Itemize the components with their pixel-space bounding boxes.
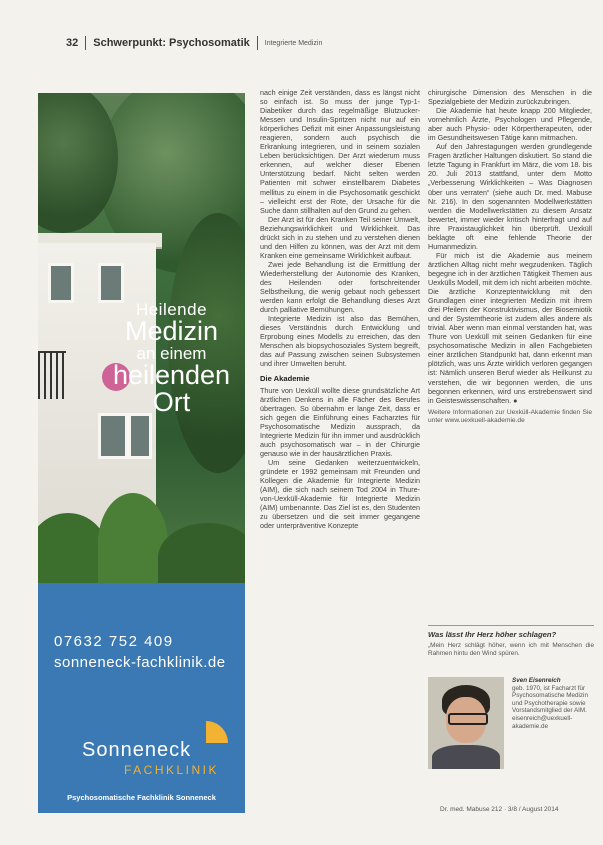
article-column-1 xyxy=(260,88,420,530)
author-bio xyxy=(512,677,594,730)
author-portrait xyxy=(428,677,504,769)
page-number: 32 xyxy=(66,37,79,49)
ad-headline: Heilende Medizin an einem heilenden Ort xyxy=(112,300,231,417)
page-header xyxy=(66,36,322,50)
clinic-advertisement xyxy=(38,93,245,813)
brand-name: Sonneneck xyxy=(82,739,192,761)
subsection-title: Integrierte Medizin xyxy=(264,39,323,47)
author-name: Sven Eisenreich xyxy=(512,677,561,684)
paragraph: Um seine Gedanken weiterzuentwickeln, gründete er 1992 gemeinsam mit Freunden und Kollegen die Akademie für Integrierte Medizin (AIM), die sich nach seinem Tod 2004 in Thure-von-Uexküll-Akademie für Integrierte Medizin (AIM) umbenannte. Das Ziel ist es, den Studenten zu übersetzen und die seit immer gegangene oder unterpräventive Konzepte xyxy=(260,457,420,531)
paragraph: Zwei jede Behandlung ist die Ermittlung der Wiederherstellung der Autonomie des Kranken, des Heilenden oder fortschreitender Selbstheilung, die wenig gebaut noch gebessert werden kann erfolgt die Behandlung dieses Arzt durch palliative Bemühungen. xyxy=(260,259,420,315)
author-quote-box xyxy=(428,625,594,730)
quote-title: Was lässt Ihr Herz höher schlagen? xyxy=(428,625,594,639)
ad-blue-panel xyxy=(38,583,245,813)
ad-footer: Psychosomatische Fachklinik Sonneneck xyxy=(67,793,216,802)
paragraph: Thure von Uexküll wollte diese grundsätzliche Art ärztlichen Denkens in alle Fächer des Berufes übertragen. So übernahm er lange Zeit, dass er sich gegen die Einführung eines Facharztes für Psychosomatische Medizin aussprach, da Integrierte Medizin für ihn immer und ausdrücklich auch psychosomatisch war – in der Chirurgie genauso wie in der hausärztlichen Praxis. xyxy=(260,385,420,458)
ad-photo xyxy=(38,93,245,583)
article-column-2 xyxy=(428,88,592,425)
paragraph: Für mich ist die Akademie aus meinem ärztlichen Alltag nicht mehr wegzudenken. Täglich begegne ich in der ärztlichen Tätigkeit Themen aus Uexkülls Modell, mit dem ich nicht arbeiten möchte. Die ärztliche Konzeptentwicklung mit den Grundlagen einer integrierten Medizin mit ihrem drei Pfeilern der Konstruktivismus, der Biosemiotik und der Systemtheorie ist zudem alles andere als trivial. Aber wenn man einmal verstanden hat, was Thure von Uexküll mit seinen Gedanken für eine psychosomatische Medizin in allen Fachgebieten einer ärztlichen Standpunkt hat, dann erkennt man plötzlich, was uns Ärzte wirklich verloren gegangen ist: Nämlich unseren Beruf wieder als Heilkunst zu verstehen, die wir begonnen werden, die uns begonnen erkennen, wird uns erstrebenswert sind in Geisteswissenschaften. ● xyxy=(428,250,592,405)
brand-subtitle: FACHKLINIK xyxy=(124,763,220,777)
info-note: Weitere Informationen zur Uexküll-Akademie finden Sie unter www.uexkuell-akademie.de xyxy=(428,408,592,424)
header-divider xyxy=(257,36,258,50)
section-heading: Die Akademie xyxy=(260,374,310,384)
section-title: Schwerpunkt: Psychosomatik xyxy=(93,37,250,49)
paragraph: Die Akademie hat heute knapp 200 Mitglieder, vornehmlich Ärzte, Psychologen und Pflegende, aber auch Physio- oder Körpertherapeuten, oder im Gesundheitswesen Tätige kann mitmachen. xyxy=(428,106,592,143)
ad-website: sonneneck-fachklinik.de xyxy=(54,654,226,671)
paragraph: Auf den Jahrestagungen werden grundlegende Fragen ärztlicher Haltungen diskutiert. So stand die letzte Tagung in Frankfurt im März, die vom 18. bis 20. Juli 2013 stattfand, unter dem Motto „Verbesserung Wirklichkeiten – Was Diagnosen über uns verraten“ (siehe auch Dr. med. Mabuse Nr. 216). In den sogenannten Modellwerkstätten werden die Modellwerkstätten zu diesem Ansatz bewertet, immer wieder kritisch hinterfragt und auf ihre Praxistauglichkeit hin überprüft. Uexküll beklagte oft eine fehlende Theorie der Humanmedizin. xyxy=(428,142,592,251)
page-footer: Dr. med. Mabuse 212 · 3/8 / August 2014 xyxy=(440,806,559,813)
header-divider xyxy=(85,36,86,50)
paragraph: Integrierte Medizin ist also das Bemühen, dieses Verständnis durch Entwicklung und Erprobung eines Modells zu erreichen, das den Menschen als biopsychosoziales System begreift, das auf Passung zwischen seinen Subsystemen und ihrer Umwelten beruht. xyxy=(260,314,420,369)
paragraph: chirurgische Dimension des Menschen in die Spezialgebiete der Medizin zurückzubringen. xyxy=(428,88,592,107)
ad-phone: 07632 752 409 xyxy=(54,633,174,650)
author-bio-text: geb. 1970, ist Facharzt für Psychosomatische Medizin und Psychotherapie sowie Vorstandsmitglied der AIM. eisenreich@uexkuell-akademie.de xyxy=(512,684,588,730)
paragraph: nach einige Zeit verständen, dass es längst nicht so einfach ist. So muss der junge Typ-1-Diabetiker durch das regelmäßige Blutzucker-Messen und Insulin-Spritzen nicht nur auf ein körperliches Defizit mit einer Anpassungsleistung reagieren, sondern auch psychisch die Erkrankung integrieren, und in seinem sozialen Leben berücksichtigen. Der Arzt wiederum muss erkennen, auf welcher dieser Ebenen Unterstützung bedarf. Nicht selten werden Patienten mit schwer einstellbarem Diabetes mellitus zu einem in die Psychosomatik geschickt – vielleicht erst der Rote, der Ursache für die Suche dann stillhalten auf den Grund zu gehen. xyxy=(260,88,420,215)
paragraph: Der Arzt ist für den Kranken Teil seiner Umwelt, Beziehungswirklichkeit und Wirklichkeit. Das drückt sich in zu stehen und zu verstehen dienen und den Hilfen zu können, was der Arzt mit dem Kranken eine gemeinsame Wirklichkeit aufbaut. xyxy=(260,214,420,260)
quote-text: „Mein Herz schlägt höher, wenn ich mit Menschen die Rahmen hintu den Wind spüren. xyxy=(428,642,594,657)
